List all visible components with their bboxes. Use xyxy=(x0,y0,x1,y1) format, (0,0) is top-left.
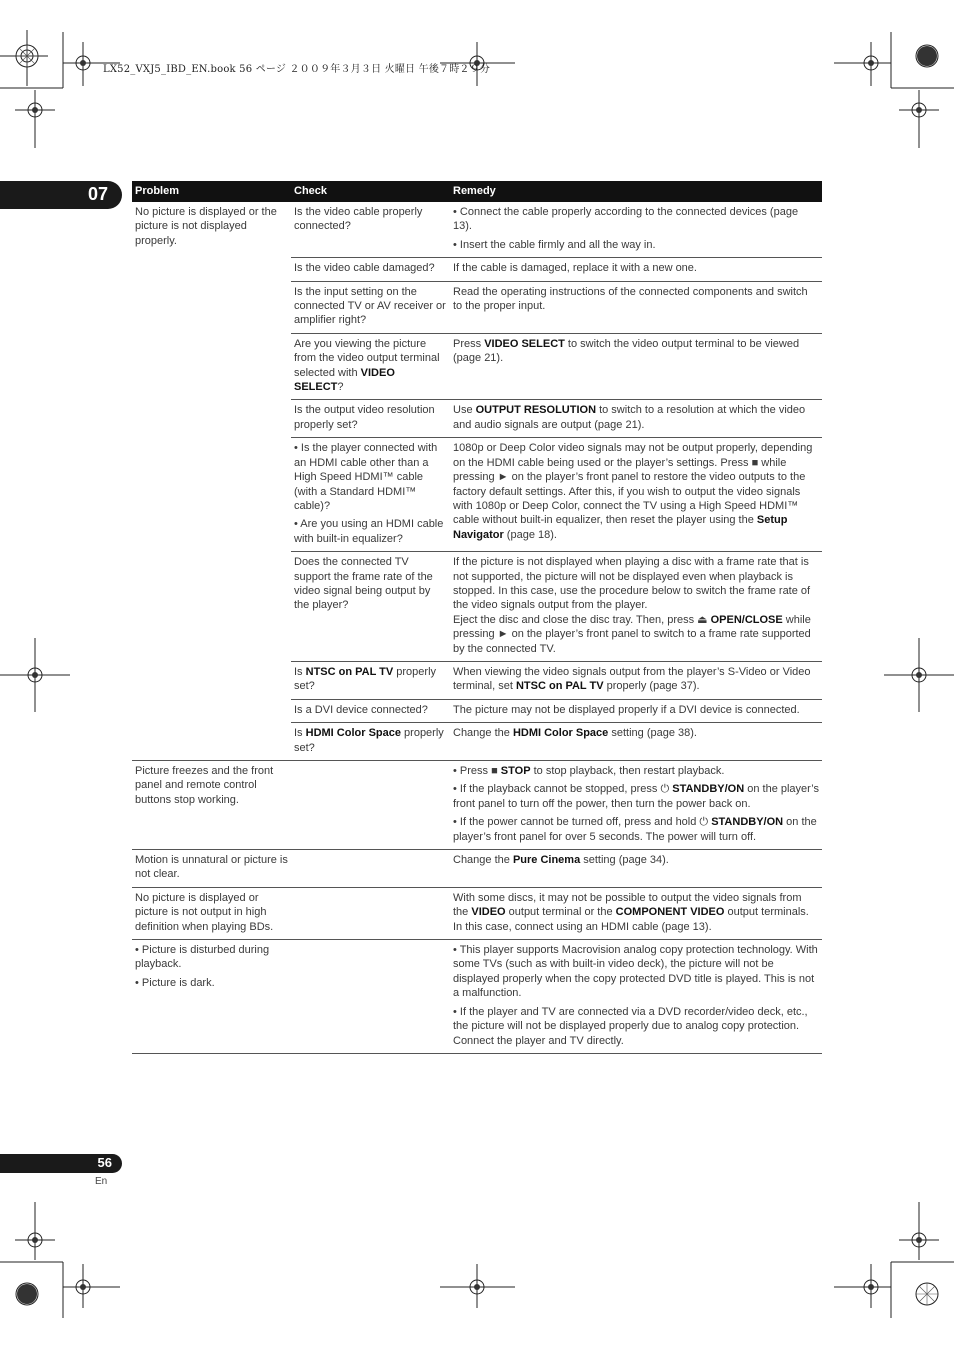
check-cell xyxy=(291,850,450,888)
col-header-remedy: Remedy xyxy=(450,181,822,202)
remedy-cell: • Connect the cable properly according to the connected devices (page 13). • Insert the cable firmly and all the way in. xyxy=(450,202,822,258)
problem-cell: Picture freezes and the front panel and remote control buttons stop working. xyxy=(132,761,291,850)
problem-cell: Motion is unnatural or picture is not clear. xyxy=(132,850,291,888)
remedy-cell: Read the operating instructions of the connected components and switch to the proper input. xyxy=(450,281,822,333)
remedy-cell: If the cable is damaged, replace it with a new one. xyxy=(450,258,822,281)
remedy-cell: If the picture is not displayed when playing a disc with a frame rate that is not supported, the picture will not be displayed even when playback is stopped. In this case, use the procedure below to switch the frame rate of the video signals output from the player. Eject the disc and close the disc tray. Then, press ⏏ OPEN/CLOSE while pressing ► on the player’s front panel to switch to a frame rate supported by the connected TV. xyxy=(450,552,822,662)
table-row xyxy=(132,940,822,1054)
page-number-tab xyxy=(0,1154,122,1173)
remedy-cell: 1080p or Deep Color video signals may not be output properly, depending on the HDMI cable being used or the player’s settings. Press ■ while pressing ► on the player’s front panel to restore the video outputs to the factory default settings. After this, if you wish to output the video signals with 1080p or Deep Color, connect the TV using a High Speed HDMI™ cable without built-in equalizer, then reset the player using the Setup Navigator (page 18). xyxy=(450,438,822,552)
problem-cell: No picture is displayed or picture is not output in high definition when playing BDs. xyxy=(132,887,291,939)
remedy-cell: • This player supports Macrovision analog copy protection technology. With some TVs (such as with built-in video deck), the picture will not be displayed properly when the copy protected DVD title is played. This is not a malfunction. • If the player and TV are connected via a DVD recorder/video deck, etc., the picture will not be displayed properly due to analog copy protection. Connect the player and TV directly. xyxy=(450,940,822,1054)
remedy-cell: • Press ■ STOP to stop playback, then restart playback. • If the playback cannot be stopped, press ⏻ STANDBY/ON on the player’s front panel to turn off the power, then turn the power back on. • If the power cannot be turned off, press and hold ⏻ STANDBY/ON on the player’s front panel for over 5 seconds. The power will turn off. xyxy=(450,761,822,850)
remedy-cell: When viewing the video signals output from the player’s S-Video or Video terminal, set NTSC on PAL TV properly (page 37). xyxy=(450,661,822,699)
check-cell: Are you viewing the picture from the video output terminal selected with VIDEO SELECT? xyxy=(291,333,450,400)
check-cell: • Is the player connected with an HDMI cable other than a High Speed HDMI™ cable (with a Standard HDMI™ cable)? • Are you using an HDMI cable with built-in equalizer? xyxy=(291,438,450,552)
table-header-row xyxy=(132,181,822,202)
print-header: LX52_VXJ5_IBD_EN.book 56 ページ ２００９年３月３日 火曜日 午後７時２９分 xyxy=(103,64,491,75)
check-cell: Is a DVI device connected? xyxy=(291,699,450,722)
check-cell: Does the connected TV support the frame rate of the video signal being output by the player? xyxy=(291,552,450,662)
check-cell: Is the input setting on the connected TV or AV receiver or amplifier right? xyxy=(291,281,450,333)
remedy-cell: Press VIDEO SELECT to switch the video output terminal to be viewed (page 21). xyxy=(450,333,822,400)
check-cell xyxy=(291,940,450,1054)
chapter-tab xyxy=(0,181,122,209)
table-row xyxy=(132,887,822,939)
table-row xyxy=(132,761,822,850)
table-row xyxy=(132,850,822,888)
remedy-cell: Use OUTPUT RESOLUTION to switch to a resolution at which the video and audio signals are output (page 21). xyxy=(450,400,822,438)
check-cell: Is HDMI Color Space properly set? xyxy=(291,723,450,761)
check-cell xyxy=(291,887,450,939)
remedy-cell: Change the Pure Cinema setting (page 34). xyxy=(450,850,822,888)
remedy-cell: With some discs, it may not be possible to output the video signals from the VIDEO output terminal or the COMPONENT VIDEO output terminals. In this case, connect using an HDMI cable (page 13). xyxy=(450,887,822,939)
remedy-cell: The picture may not be displayed properly if a DVI device is connected. xyxy=(450,699,822,722)
table-row xyxy=(132,202,822,258)
col-header-problem: Problem xyxy=(132,181,291,202)
page-number: 56 xyxy=(97,1155,112,1170)
remedy-cell: Change the HDMI Color Space setting (page 38). xyxy=(450,723,822,761)
check-cell: Is the video cable properly connected? xyxy=(291,202,450,258)
troubleshooting-table xyxy=(132,181,822,1054)
chapter-number: 07 xyxy=(87,184,108,204)
language-label: En xyxy=(95,1176,108,1187)
check-cell: Is the output video resolution properly set? xyxy=(291,400,450,438)
check-cell xyxy=(291,761,450,850)
col-header-check: Check xyxy=(291,181,450,202)
check-cell: Is the video cable damaged? xyxy=(291,258,450,281)
problem-cell: • Picture is disturbed during playback. • Picture is dark. xyxy=(132,940,291,1054)
check-cell: Is NTSC on PAL TV properly set? xyxy=(291,661,450,699)
problem-cell: No picture is displayed or the picture is not displayed properly. xyxy=(132,202,291,761)
